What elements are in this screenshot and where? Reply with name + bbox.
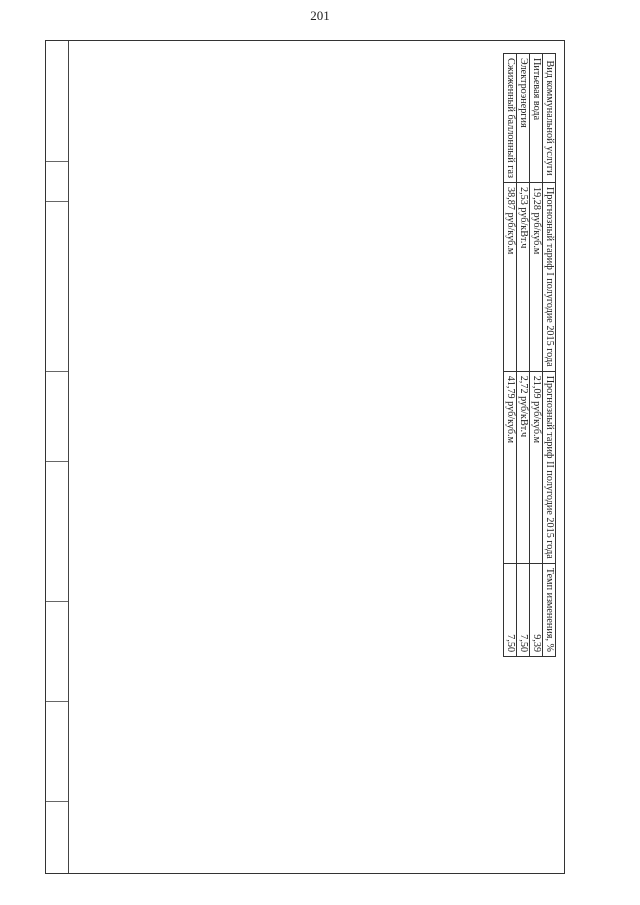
rotated-content (68, 41, 566, 875)
header-h2: Прогнозный тариф II полугодие 2015 года (543, 371, 556, 563)
cell-service: Электроэнергия (517, 54, 530, 183)
margin-rule (46, 371, 68, 372)
cell-h2: 21,09 руб/куб.м (530, 371, 543, 563)
header-rate: Темп изменения, % (543, 563, 556, 656)
margin-rule (46, 161, 68, 162)
cell-service: Питьевая вода (530, 54, 543, 183)
cell-h2: 41,79 руб/куб.м (504, 371, 517, 563)
margin-rule (46, 801, 68, 802)
table-row (517, 54, 530, 657)
margin-rule (46, 461, 68, 462)
page-frame (45, 40, 565, 874)
cell-service: Сжиженный баллонный газ (504, 54, 517, 183)
cell-h1: 38,87 руб/куб.м (504, 183, 517, 372)
margin-rule (46, 701, 68, 702)
cell-h1: 2,53 руб/кВт.ч (517, 183, 530, 372)
header-service: Вид коммунальной услуги (543, 54, 556, 183)
margin-strip (46, 41, 69, 873)
table-row (504, 54, 517, 657)
cell-rate: 7,50 (517, 563, 530, 656)
page-number: 201 (310, 8, 330, 23)
table-row (530, 54, 543, 657)
header-h1: Прогнозный тариф I полугодие 2015 года (543, 183, 556, 372)
cell-h1: 19,28 руб/куб.м (530, 183, 543, 372)
margin-rule (46, 201, 68, 202)
cell-h2: 2,72 руб/кВт.ч (517, 371, 530, 563)
tariff-table (503, 53, 556, 657)
cell-rate: 9,39 (530, 563, 543, 656)
cell-rate: 7,50 (504, 563, 517, 656)
margin-rule (46, 601, 68, 602)
